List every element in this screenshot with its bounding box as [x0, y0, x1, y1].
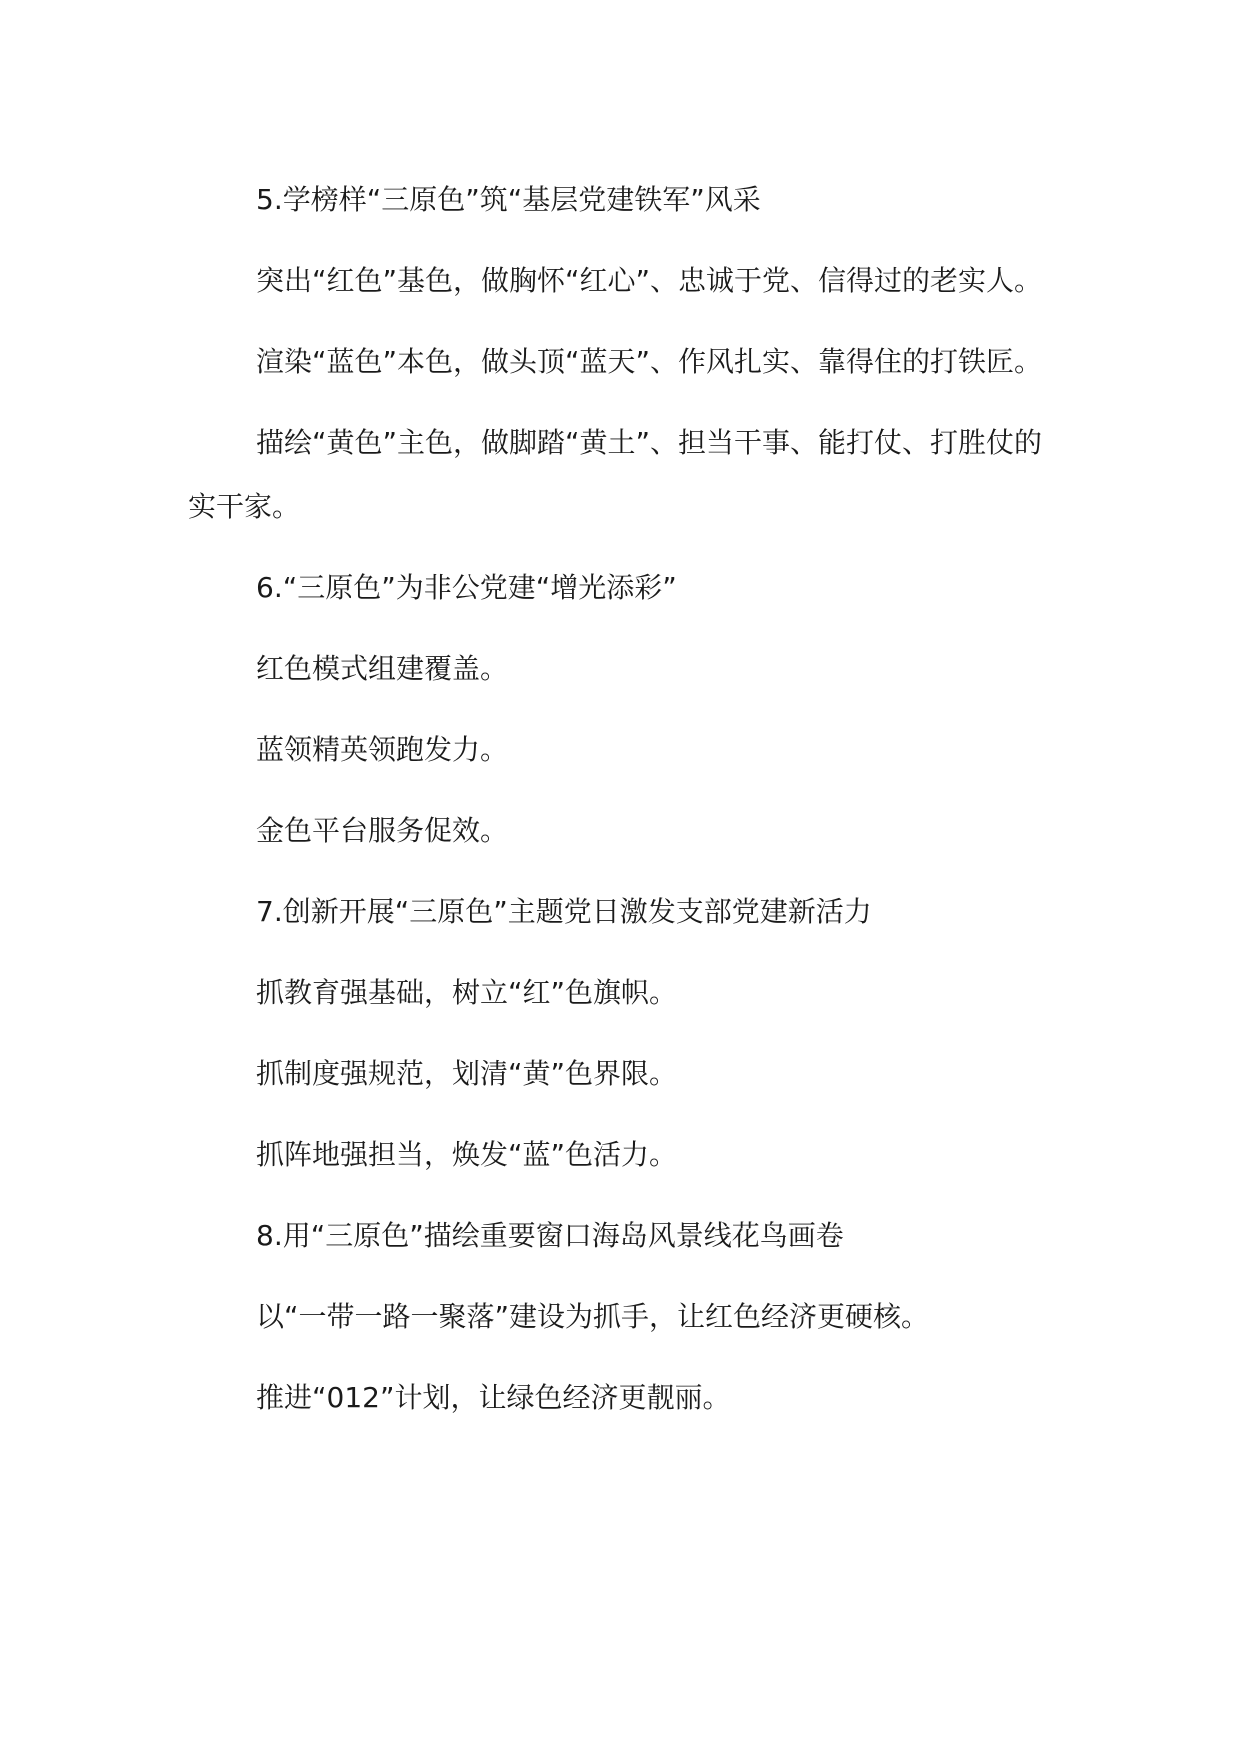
- paragraph-belt-road: 以“一带一路一聚落”建设为抓手，让红色经济更硬核。: [256, 1300, 930, 1333]
- section-heading-5: 5.学榜样“三原色”筑“基层党建铁军”风采: [256, 183, 761, 216]
- paragraph-blue-collar: 蓝领精英领跑发力。: [256, 733, 509, 766]
- section-heading-8: 8.用“三原色”描绘重要窗口海岛风景线花鸟画卷: [256, 1219, 844, 1252]
- paragraph-education: 抓教育强基础，树立“红”色旗帜。: [256, 976, 678, 1009]
- document-body: [188, 168, 1050, 1447]
- paragraph-blue: 渲染“蓝色”本色，做头顶“蓝天”、作风扎实、靠得住的打铁匠。: [256, 345, 1043, 378]
- paragraph-012-plan: 推进“012”计划，让绿色经济更靓丽。: [256, 1381, 731, 1414]
- paragraph-red-mode: 红色模式组建覆盖。: [256, 652, 509, 685]
- paragraph-gold-platform: 金色平台服务促效。: [256, 814, 509, 847]
- paragraph-yellow: 描绘“黄色”主色，做脚踏“黄土”、担当干事、能打仗、打胜仗的实干家。: [188, 426, 1043, 523]
- paragraph-position: 抓阵地强担当，焕发“蓝”色活力。: [256, 1138, 678, 1171]
- paragraph-red: 突出“红色”基色，做胸怀“红心”、忠诚于党、信得过的老实人。: [256, 264, 1043, 297]
- section-heading-7: 7.创新开展“三原色”主题党日激发支部党建新活力: [256, 895, 872, 928]
- section-heading-6: 6.“三原色”为非公党建“增光添彩”: [256, 571, 677, 604]
- paragraph-system: 抓制度强规范，划清“黄”色界限。: [256, 1057, 678, 1090]
